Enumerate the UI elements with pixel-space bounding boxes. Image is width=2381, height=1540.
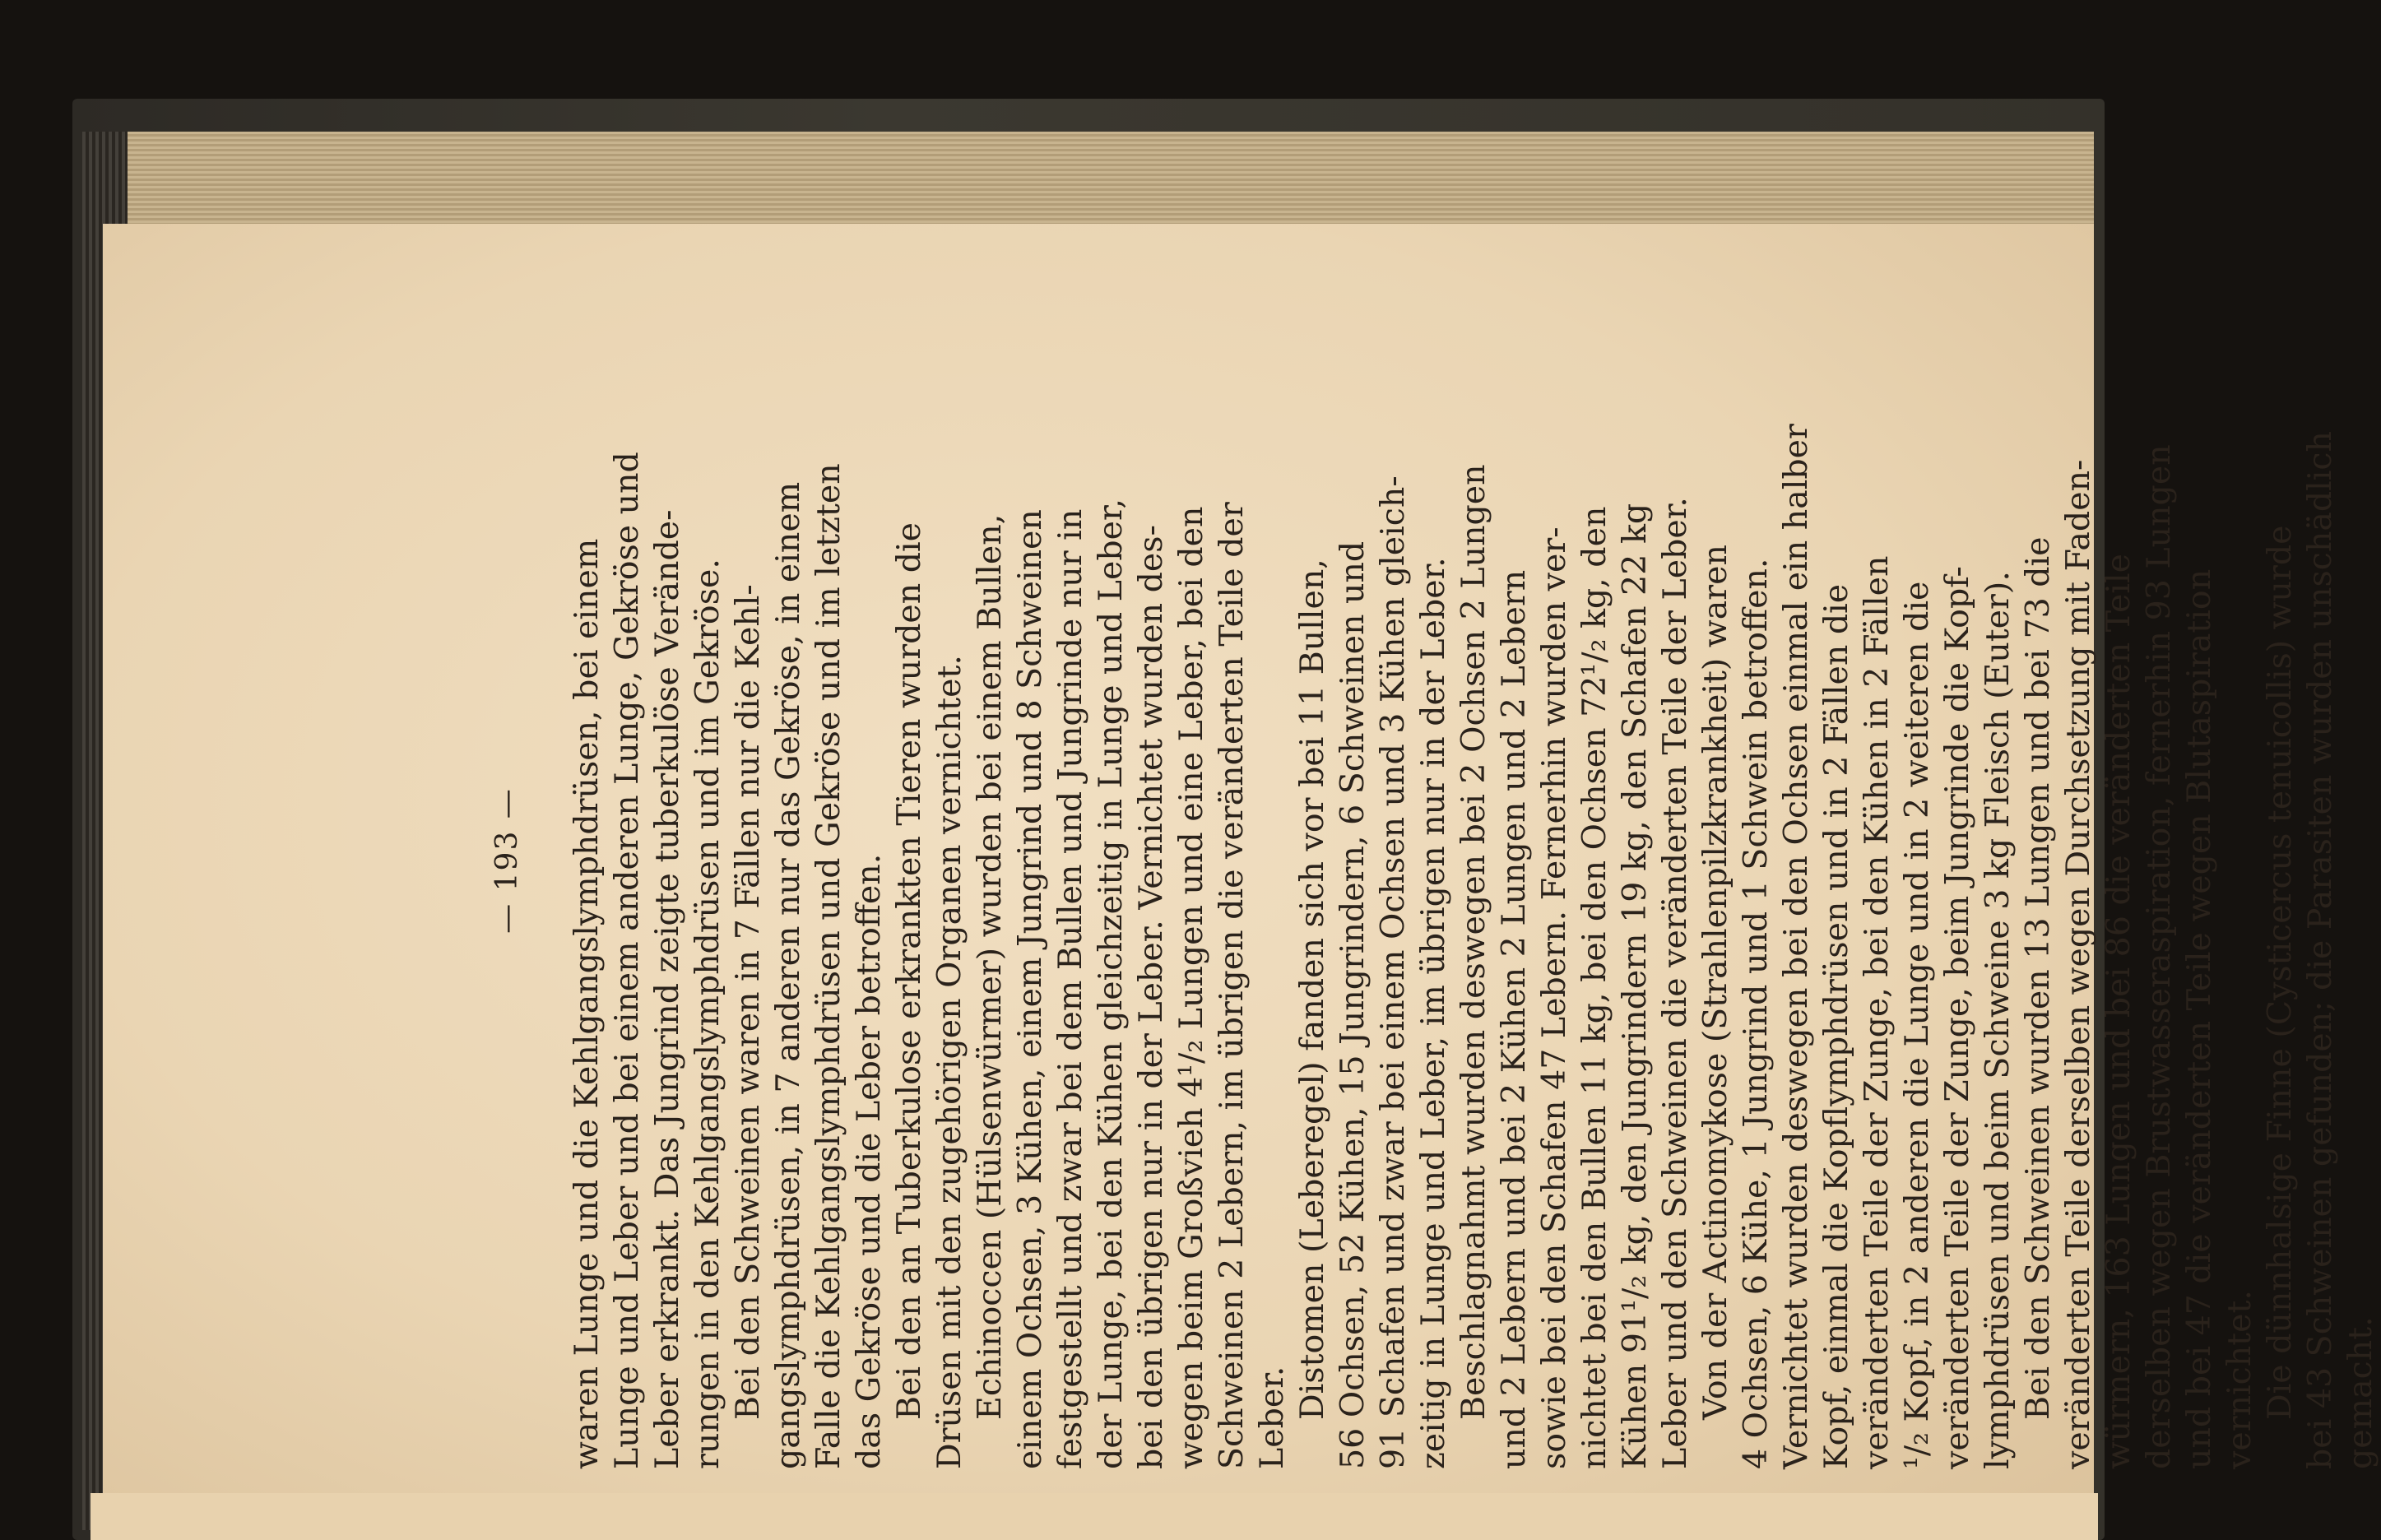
text-line: Beschlagnahmt wurden deswegen bei 2 Ochsen 2 Lungen: [1455, 464, 1492, 1420]
page-edges-stack: [115, 132, 2094, 229]
text-line: Leber.: [1253, 1366, 1291, 1469]
page-number: — 193 —: [490, 787, 524, 934]
text-line: Schweinen 2 Lebern, im übrigen die veränderten Teile der: [1213, 502, 1251, 1469]
text-line: lymphdrüsen und beim Schweine 3 kg Fleisch (Euter).: [1979, 571, 2017, 1469]
text-line: Drüsen mit den zugehörigen Organen vernichtet.: [931, 655, 968, 1469]
text-line: Falle die Kehlgangslymphdrüsen und Gekröse und im letzten: [810, 463, 847, 1469]
text-line: Leber und den Schweinen die veränderten Teile der Leber.: [1656, 497, 1694, 1469]
text-line: festgestellt und zwar bei dem Bullen und Jungrinde nur in: [1051, 508, 1089, 1469]
rotated-text-block: [481, 252, 2379, 1469]
text-line: bei 43 Schweinen gefunden; die Parasiten wurden unschädlich: [2301, 431, 2339, 1469]
text-line: und bei 47 die veränderten Teile wegen Blutaspiration: [2180, 568, 2218, 1469]
text-line: veränderten Teile derselben wegen Durchsetzung mit Faden-: [2059, 459, 2097, 1469]
text-line: veränderten Teile der Zunge, beim Jungrinde die Kopf-: [1938, 566, 1976, 1469]
text-line: derselben wegen Brustwasseraspiration, fernerhin 93 Lungen: [2140, 444, 2178, 1469]
text-line: Distomen (Leberegel) fanden sich vor bei 11 Bullen,: [1293, 559, 1331, 1420]
text-line: Die dünnhalsige Finne (Cysticercus tenuicollis) wurde: [2261, 525, 2299, 1420]
text-line: bei den übrigen nur in der Leber. Vernichtet wurden des-: [1132, 525, 1170, 1469]
text-line: das Gekröse und die Leber betroffen.: [850, 853, 888, 1469]
text-line: sowie bei den Schafen 47 Lebern. Fernerhin wurden ver-: [1535, 526, 1573, 1469]
text-line: Kühen 91¹/₂ kg, den Jungrindern 19 kg, den Schafen 22 kg: [1616, 503, 1654, 1469]
text-line: und 2 Lebern und bei 2 Kühen 2 Lungen und 2 Lebern: [1495, 569, 1533, 1469]
body-text: [567, 252, 2381, 1469]
text-line: gemacht.: [2342, 1316, 2379, 1469]
text-line: ¹/₂ Kopf, in 2 anderen die Lunge und in 2 weiteren die: [1898, 581, 1936, 1469]
text-line: Vernichtet wurden deswegen bei den Ochsen einmal ein halber: [1777, 424, 1815, 1469]
text-line: gangslymphdrüsen, in 7 anderen nur das Gekröse, in einem: [769, 481, 807, 1469]
text-line: zeitig in Lunge und Leber, im übrigen nur in der Leber.: [1414, 557, 1452, 1469]
text-line: Echinoccen (Hülsenwürmer) wurden bei einem Bullen,: [971, 513, 1009, 1420]
text-line: würmern, 163 Lungen und bei 86 die veränderten Teile: [2100, 553, 2137, 1469]
text-line: der Lunge, bei den Kühen gleichzeitig in Lunge und Leber,: [1092, 498, 1130, 1469]
text-line: Von der Actinomykose (Strahlenpilzkrankheit) waren: [1696, 545, 1734, 1420]
text-line: Lunge und Leber und bei einem anderen Lunge, Gekröse und: [608, 452, 646, 1469]
text-line: nichtet bei den Bullen 11 kg, bei den Ochsen 72¹/₂ kg, den: [1576, 506, 1613, 1469]
text-line: 56 Ochsen, 52 Kühen, 15 Jungrindern, 6 Schweinen und: [1334, 540, 1372, 1469]
text-line: 91 Schafen und zwar bei einem Ochsen und 3 Kühen gleich-: [1374, 475, 1412, 1469]
text-line: Bei den Schweinen waren in 7 Fällen nur die Kehl-: [729, 584, 767, 1420]
text-line: veränderten Teile der Zunge, bei den Kühen in 2 Fällen: [1858, 555, 1896, 1469]
text-line: Bei den Schweinen wurden 13 Lungen und bei 73 die: [2019, 536, 2057, 1420]
next-page-edge: [91, 1493, 2098, 1540]
text-line: vernichtet.: [2221, 1290, 2258, 1469]
text-line: wegen beim Großvieh 4¹/₂ Lungen und eine Leber, bei den: [1172, 506, 1210, 1469]
text-line: rungen in den Kehlgangslymphdrüsen und im Gekröse.: [689, 559, 726, 1469]
text-line: Kopf, einmal die Kopflymphdrüsen und in 2 Fällen die: [1817, 583, 1855, 1469]
text-line: Leber erkrankt. Das Jungrind zeigte tuberkulöse Verände-: [648, 509, 686, 1469]
text-line: Bei den an Tuberkulose erkrankten Tieren wurden die: [890, 522, 928, 1420]
text-line: 4 Ochsen, 6 Kühe, 1 Jungrind und 1 Schwein betroffen.: [1737, 558, 1775, 1469]
text-line: einem Ochsen, 3 Kühen, einem Jungrind und 8 Schweinen: [1011, 509, 1049, 1469]
text-line: waren Lunge und die Kehlgangslymphdrüsen, bei einem: [568, 538, 606, 1469]
